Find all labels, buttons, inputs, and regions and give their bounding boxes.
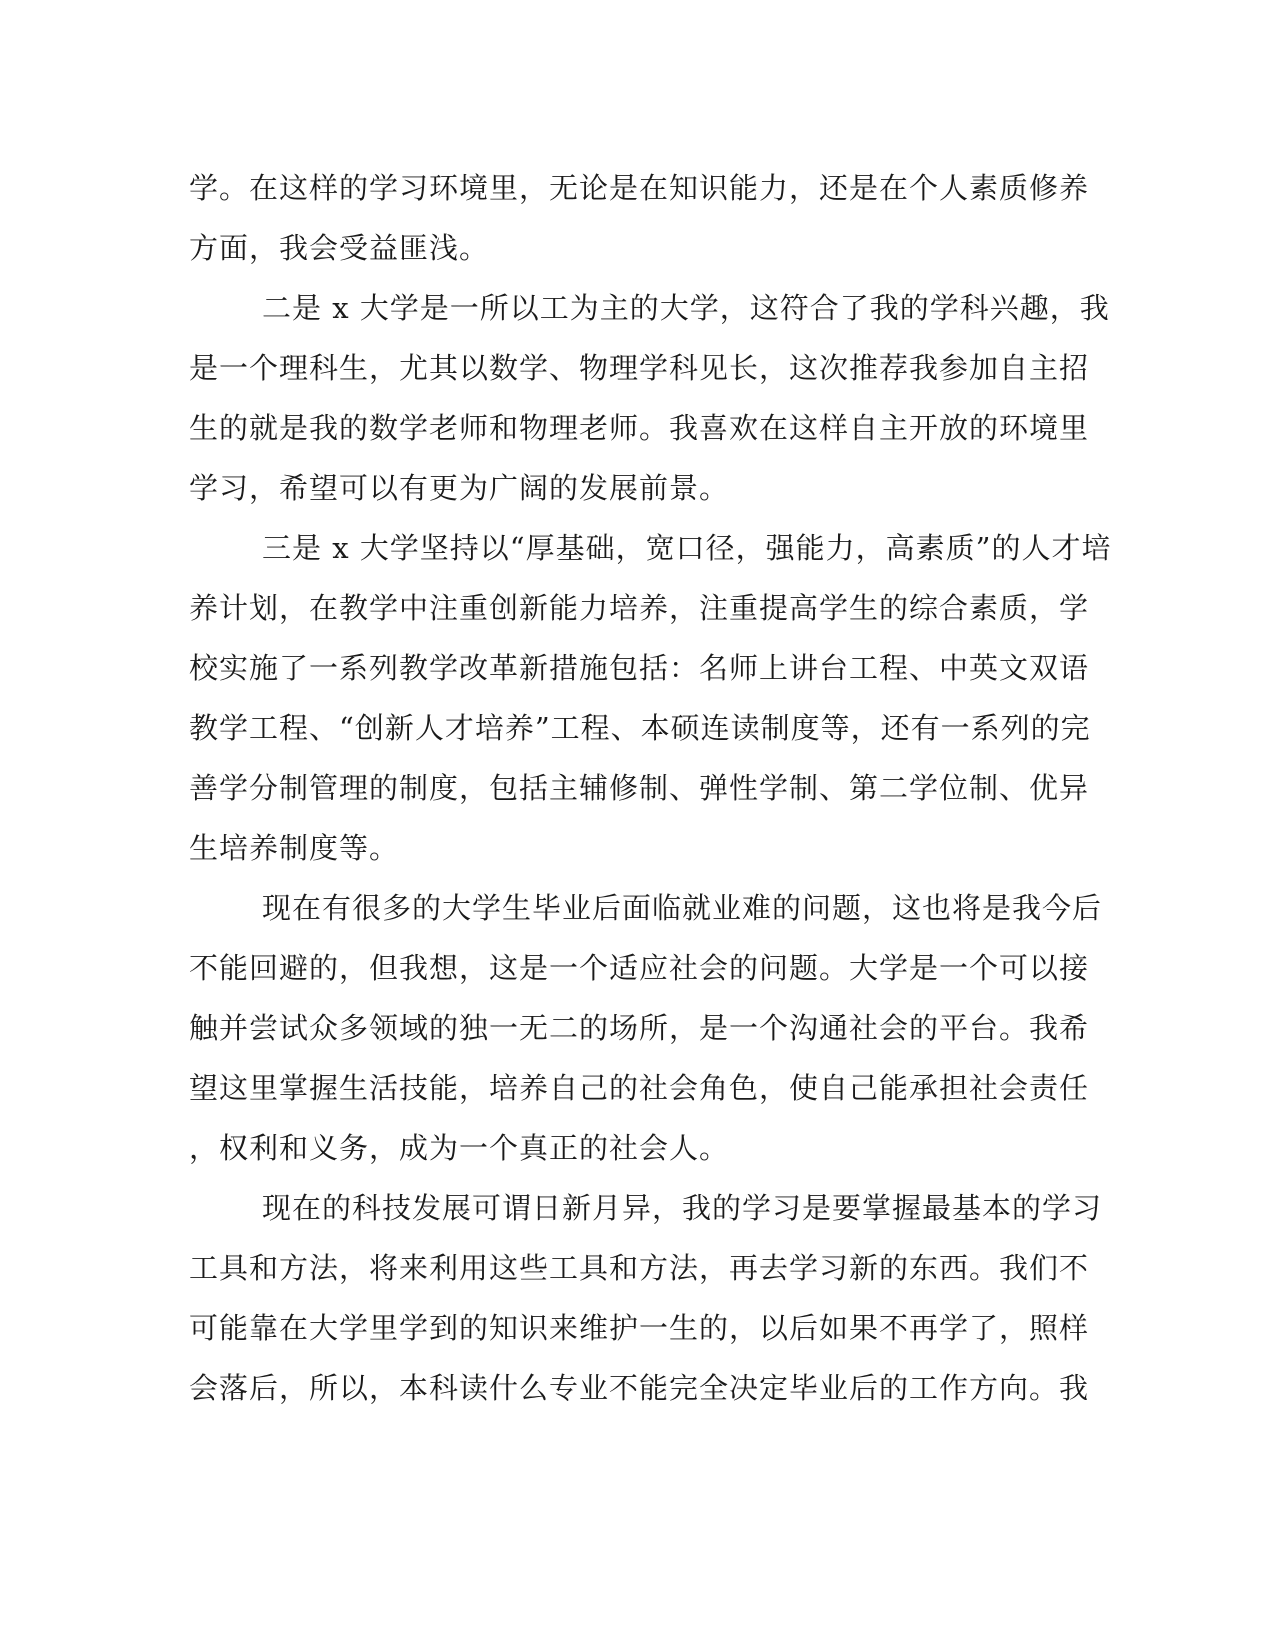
text-line: 可能靠在大学里学到的知识来维护一生的，以后如果不再学了，照样 bbox=[189, 1311, 1090, 1345]
paragraph bbox=[189, 1178, 1103, 1418]
text-line: 学。在这样的学习环境里，无论是在知识能力，还是在个人素质修养 bbox=[189, 171, 1090, 205]
paragraph bbox=[189, 278, 1110, 518]
paragraph bbox=[189, 518, 1112, 878]
document-body bbox=[189, 158, 1112, 1418]
text-line: 会落后，所以，本科读什么专业不能完全决定毕业后的工作方向。我 bbox=[189, 1371, 1090, 1405]
text-line: 学习，希望可以有更为广阔的发展前景。 bbox=[189, 471, 730, 505]
text-line: 教学工程、“创新人才培养”工程、本硕连读制度等，还有一系列的完 bbox=[189, 711, 1091, 745]
text-line: 现在有很多的大学生毕业后面临就业难的问题，这也将是我今后 bbox=[262, 891, 1103, 925]
paragraph bbox=[189, 878, 1103, 1178]
text-line: 工具和方法，将来利用这些工具和方法，再去学习新的东西。我们不 bbox=[189, 1251, 1090, 1285]
text-line: 方面，我会受益匪浅。 bbox=[189, 231, 490, 265]
text-line: 养计划，在教学中注重创新能力培养，注重提高学生的综合素质，学 bbox=[189, 591, 1090, 625]
text-line: 生培养制度等。 bbox=[189, 831, 400, 865]
text-line: 善学分制管理的制度，包括主辅修制、弹性学制、第二学位制、优异 bbox=[189, 771, 1090, 805]
text-line: 望这里掌握生活技能，培养自己的社会角色，使自己能承担社会责任 bbox=[189, 1071, 1090, 1105]
text-line: 生的就是我的数学老师和物理老师。我喜欢在这样自主开放的环境里 bbox=[189, 411, 1090, 445]
text-line: 校实施了一系列教学改革新措施包括：名师上讲台工程、中英文双语 bbox=[189, 651, 1090, 685]
text-line: 现在的科技发展可谓日新月异，我的学习是要掌握最基本的学习 bbox=[262, 1191, 1103, 1225]
text-line: 二是 x 大学是一所以工为主的大学，这符合了我的学科兴趣，我 bbox=[262, 291, 1110, 325]
text-line: 是一个理科生，尤其以数学、物理学科见长，这次推荐我参加自主招 bbox=[189, 351, 1090, 385]
text-line: 触并尝试众多领域的独一无二的场所，是一个沟通社会的平台。我希 bbox=[189, 1011, 1090, 1045]
paragraph bbox=[189, 158, 1090, 278]
text-line: 三是 x 大学坚持以“厚基础，宽口径，强能力，高素质”的人才培 bbox=[262, 531, 1112, 565]
text-line: ，权利和义务，成为一个真正的社会人。 bbox=[189, 1131, 730, 1165]
text-line: 不能回避的，但我想，这是一个适应社会的问题。大学是一个可以接 bbox=[189, 951, 1090, 985]
